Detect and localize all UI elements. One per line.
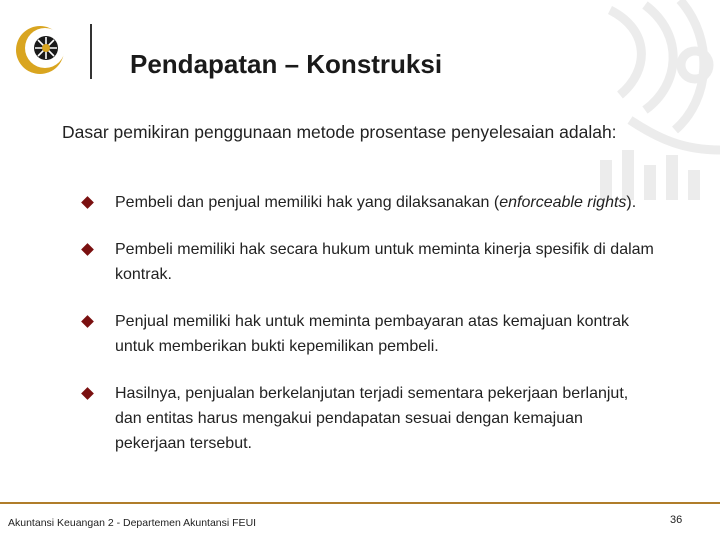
bullet-item: Pembeli memiliki hak secara hukum untuk meminta kinerja spesifik di dalam kontrak. bbox=[82, 237, 657, 287]
footer-divider bbox=[0, 502, 720, 504]
bullet-item: Penjual memiliki hak untuk meminta pembayaran atas kemajuan kontrak untuk memberikan bukti kepemilikan pembeli. bbox=[82, 309, 657, 359]
page-number: 36 bbox=[670, 514, 683, 526]
bullet-item: Hasilnya, penjualan berkelanjutan terjadi sementara pekerjaan berlanjut, dan entitas harus mengakui pendapatan sesuai dengan kemajuan pekerjaan tersebut. bbox=[82, 381, 657, 456]
university-logo-icon bbox=[14, 20, 70, 80]
diamond-bullet-icon bbox=[81, 196, 94, 209]
bullet-list bbox=[82, 190, 657, 478]
diamond-bullet-icon bbox=[81, 243, 94, 256]
footer-text: Akuntansi Keuangan 2 - Departemen Akuntansi FEUI bbox=[8, 517, 257, 529]
diamond-bullet-icon bbox=[81, 387, 94, 400]
bullet-item: Pembeli dan penjual memiliki hak yang dilaksanakan (enforceable rights). bbox=[82, 190, 657, 215]
intro-text: Dasar pemikiran penggunaan metode prosentase penyelesaian adalah: bbox=[62, 122, 617, 142]
slide-title: Pendapatan – Konstruksi bbox=[130, 49, 443, 79]
makara-watermark bbox=[590, 0, 720, 200]
diamond-bullet-icon bbox=[81, 315, 94, 328]
header-divider bbox=[90, 24, 92, 79]
